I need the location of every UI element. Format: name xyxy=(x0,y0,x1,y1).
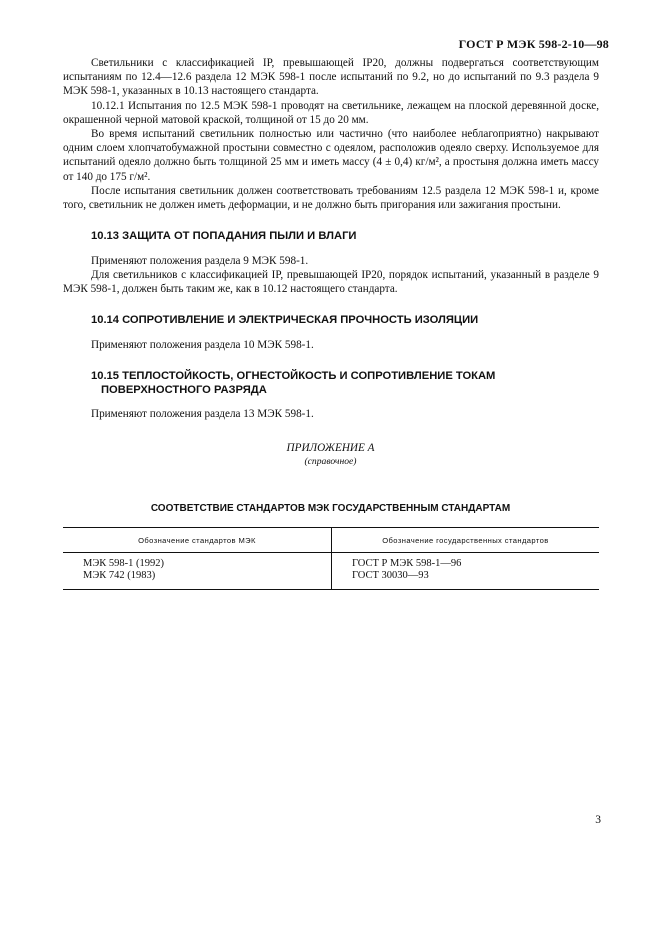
appendix-subtitle: (справочное) xyxy=(304,456,357,467)
table-cell: МЭК 742 (1983) xyxy=(83,570,156,582)
section-heading-10-15 xyxy=(63,370,599,397)
section-heading-line: 10.15 ТЕПЛОСТОЙКОСТЬ, ОГНЕСТОЙКОСТЬ И СОПРОТИВЛЕНИЕ ТОКАМ xyxy=(91,370,496,383)
paragraph: Для светильников с классификацией IP, превышающей IP20, порядок испытаний, указанный в разделе 9 МЭК 598-1, должен быть таким же, как в 10.12 настоящего стандарта. xyxy=(63,269,599,296)
paragraph: После испытания светильник должен соответствовать требованиям 12.5 раздела 12 МЭК 598-1 и, кроме того, светильник не должен иметь деформации, и не должно быть пригорания или зажигания простыни. xyxy=(63,184,599,212)
table-cell: ГОСТ Р МЭК 598-1—96 xyxy=(352,558,462,569)
document-header: ГОСТ Р МЭК 598-2-10—98 xyxy=(458,37,609,51)
table-column-gost xyxy=(331,553,599,589)
section-heading-line: ПОВЕРХНОСТНОГО РАЗРЯДА xyxy=(101,383,267,396)
section-heading-10-14: 10.14 СОПРОТИВЛЕНИЕ И ЭЛЕКТРИЧЕСКАЯ ПРОЧНОСТЬ ИЗОЛЯЦИИ xyxy=(91,314,479,327)
paragraph: Применяют положения раздела 9 МЭК 598-1. xyxy=(91,254,309,267)
table-title: СООТВЕТСТВИЕ СТАНДАРТОВ МЭК ГОСУДАРСТВЕННЫМ СТАНДАРТАМ xyxy=(150,503,511,514)
paragraph: Применяют положения раздела 10 МЭК 598-1. xyxy=(91,339,314,352)
table-cell: МЭК 598-1 (1992) xyxy=(83,558,165,569)
document-body xyxy=(63,56,599,422)
paragraph: 10.12.1 Испытания по 12.5 МЭК 598-1 проводят на светильнике, лежащем на плоской деревянной доске, окрашенной черной матовой краской, толщиной от 15 до 20 мм. xyxy=(63,99,599,126)
standards-table xyxy=(63,527,599,590)
appendix-title: ПРИЛОЖЕНИЕ А xyxy=(286,442,375,454)
paragraph: Применяют положения раздела 13 МЭК 598-1. xyxy=(91,408,314,421)
appendix-heading xyxy=(0,441,661,469)
table-header-cell: Обозначение государственных стандартов xyxy=(331,528,599,552)
page-number: 3 xyxy=(595,814,601,826)
table-header-row xyxy=(63,528,599,553)
section-heading-10-13: 10.13 ЗАЩИТА ОТ ПОПАДАНИЯ ПЫЛИ И ВЛАГИ xyxy=(91,230,357,243)
paragraph: Во время испытаний светильник полностью или частично (что наиболее неблагоприятно) накрывают одним слоем хлопчатобумажной простыни совместно с одеялом, расположив одеяло сверху. Используемое для испытаний одеяло должно быть толщиной 25 мм и иметь массу (4 ± 0,4) кг/м², а простыня должна иметь массу от 140 до 175 г/м². xyxy=(63,128,599,183)
table-cell: ГОСТ 30030—93 xyxy=(352,570,429,582)
table-header-cell: Обозначение стандартов МЭК xyxy=(138,536,256,545)
paragraph: Светильники с классификацией IP, превышающей IP20, должны подвергаться соответствующим испытаниям по 12.4—12.6 раздела 12 МЭК 598-1 после испытаний по 9.2, но до испытаний по 9.3 раздела 9 МЭК 598-1, указанных в 10.13 настоящего стандарта. xyxy=(63,57,599,98)
table-column-iec xyxy=(63,553,331,589)
table-body xyxy=(63,553,599,589)
